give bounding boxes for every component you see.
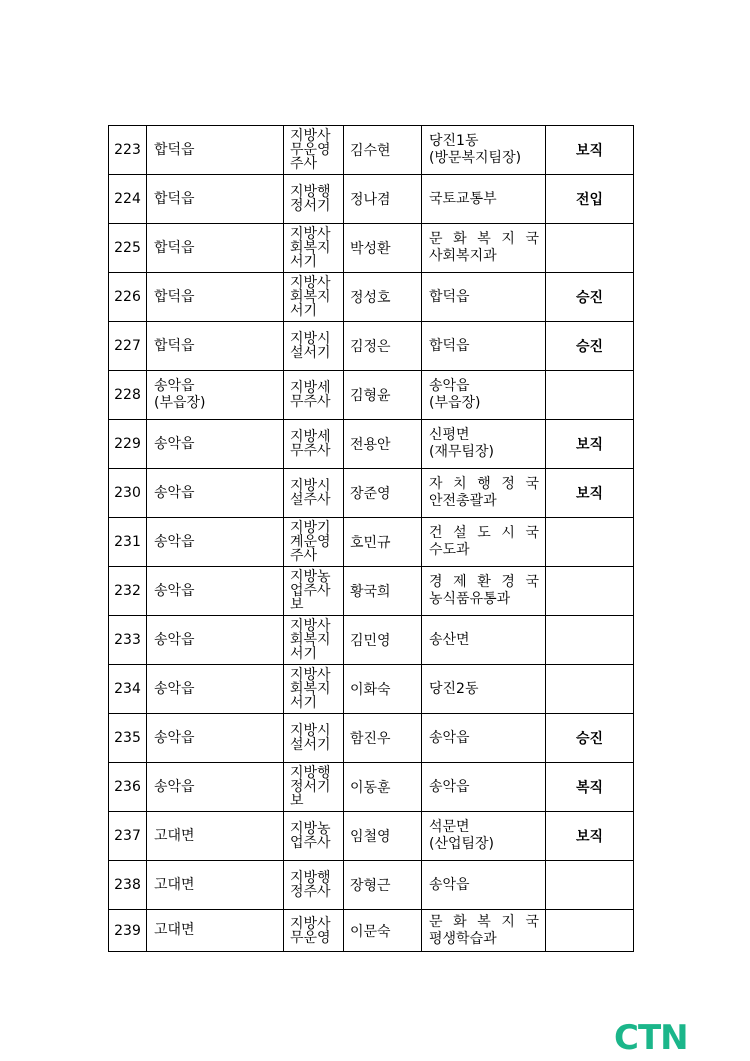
table-row: [109, 469, 634, 518]
previous-post-line: 국토교통부: [429, 190, 497, 207]
employee-name: 김정은: [344, 322, 422, 371]
assigned-office: [147, 861, 284, 910]
remark: [546, 371, 634, 420]
assigned-office-line: 송악읍: [154, 729, 195, 746]
personnel-table-body: [109, 126, 634, 952]
job-grade-line: 지방세: [290, 429, 331, 445]
previous-post-line: (부읍장): [429, 395, 481, 411]
row-number: 239: [109, 910, 147, 952]
employee-name: 임철영: [344, 812, 422, 861]
job-grade: [284, 665, 344, 714]
employee-name: 이문숙: [344, 910, 422, 952]
previous-post-line: (재무팀장): [429, 444, 495, 460]
employee-name: 이동훈: [344, 763, 422, 812]
assigned-office-line: 송악읍: [154, 582, 195, 599]
assigned-office-line: 고대면: [154, 922, 195, 938]
assigned-office: [147, 714, 284, 763]
job-grade-line: 지방행: [290, 870, 331, 886]
job-grade-line: 정서기: [290, 198, 331, 214]
row-number: 233: [109, 616, 147, 665]
job-grade-line: 지방사: [290, 275, 331, 291]
previous-post: [422, 224, 546, 273]
job-grade-line: 서기: [290, 254, 318, 270]
table-row: [109, 567, 634, 616]
remark: [546, 518, 634, 567]
job-grade-line: 무운영: [290, 142, 331, 158]
previous-post: [422, 371, 546, 420]
previous-post: [422, 861, 546, 910]
row-number: 230: [109, 469, 147, 518]
employee-name: 함진우: [344, 714, 422, 763]
job-grade-line: 설서기: [290, 737, 331, 753]
table-row: [109, 518, 634, 567]
job-grade-line: 회복지: [290, 681, 331, 697]
job-grade-line: 무주사: [290, 394, 331, 410]
job-grade-line: 설주사: [290, 492, 331, 508]
remark: 보직: [546, 469, 634, 518]
previous-post: [422, 567, 546, 616]
previous-post: [422, 518, 546, 567]
job-grade: [284, 763, 344, 812]
table-row: [109, 175, 634, 224]
row-number: 228: [109, 371, 147, 420]
previous-post: [422, 322, 546, 371]
job-grade-line: 업주사: [290, 583, 331, 599]
job-grade: [284, 861, 344, 910]
assigned-office: [147, 763, 284, 812]
remark: 승진: [546, 322, 634, 371]
job-grade: [284, 175, 344, 224]
row-number: 238: [109, 861, 147, 910]
assigned-office-line: 송악읍: [154, 435, 195, 452]
job-grade: [284, 469, 344, 518]
previous-post-line: 신평면: [429, 427, 470, 443]
job-grade-line: 지방농: [290, 821, 331, 837]
job-grade-line: 지방사: [290, 667, 331, 683]
job-grade-line: 지방세: [290, 380, 331, 396]
row-number: 231: [109, 518, 147, 567]
row-number: 234: [109, 665, 147, 714]
remark: [546, 861, 634, 910]
employee-name: 장준영: [344, 469, 422, 518]
table-row: [109, 812, 634, 861]
assigned-office-line: 합덕읍: [154, 141, 195, 158]
assigned-office: [147, 518, 284, 567]
job-grade-line: 지방사: [290, 618, 331, 634]
personnel-table: [108, 125, 634, 952]
previous-post: [422, 665, 546, 714]
job-grade-line: 설서기: [290, 345, 331, 361]
remark: [546, 616, 634, 665]
job-grade-line: 주사: [290, 156, 318, 172]
job-grade-line: 회복지: [290, 632, 331, 648]
assigned-office-line: 합덕읍: [154, 337, 195, 354]
job-grade-line: 정주사: [290, 884, 331, 900]
row-number: 227: [109, 322, 147, 371]
assigned-office: [147, 420, 284, 469]
previous-post-line: 합덕읍: [429, 288, 470, 305]
previous-post-line: 자 치 행 정 국: [429, 476, 539, 492]
remark: [546, 910, 634, 952]
remark: [546, 224, 634, 273]
job-grade-line: 지방행: [290, 765, 331, 781]
assigned-office: [147, 567, 284, 616]
employee-name: 전용안: [344, 420, 422, 469]
previous-post-line: (산업팀장): [429, 836, 495, 852]
previous-post: [422, 126, 546, 175]
row-number: 237: [109, 812, 147, 861]
job-grade-line: 지방사: [290, 128, 331, 144]
row-number: 224: [109, 175, 147, 224]
row-number: 236: [109, 763, 147, 812]
previous-post-line: 문 화 복 지 국: [429, 913, 539, 930]
assigned-office-line: 고대면: [154, 827, 195, 844]
job-grade: [284, 224, 344, 273]
job-grade-line: 무운영: [290, 929, 331, 946]
employee-name: 호민규: [344, 518, 422, 567]
previous-post-line: 송악읍: [429, 729, 470, 746]
assigned-office: [147, 322, 284, 371]
table-row: [109, 616, 634, 665]
row-number: 235: [109, 714, 147, 763]
assigned-office: [147, 616, 284, 665]
remark: 복직: [546, 763, 634, 812]
previous-post-line: 송악읍: [429, 778, 470, 795]
previous-post-line: 수도과: [429, 542, 470, 558]
assigned-office: [147, 469, 284, 518]
job-grade-line: 회복지: [290, 240, 331, 256]
remark: [546, 665, 634, 714]
employee-name: 김형윤: [344, 371, 422, 420]
previous-post-line: 당진1동: [429, 133, 479, 149]
assigned-office-line: 합덕읍: [154, 190, 195, 207]
employee-name: 김민영: [344, 616, 422, 665]
previous-post: [422, 469, 546, 518]
job-grade-line: 계운영: [290, 534, 331, 550]
remark: 전입: [546, 175, 634, 224]
previous-post: [422, 420, 546, 469]
row-number: 226: [109, 273, 147, 322]
previous-post: [422, 763, 546, 812]
job-grade-line: 지방사: [290, 226, 331, 242]
job-grade-line: 지방기: [290, 520, 331, 536]
table-row: [109, 224, 634, 273]
job-grade: [284, 812, 344, 861]
row-number: 232: [109, 567, 147, 616]
job-grade: [284, 714, 344, 763]
job-grade-line: 지방사: [290, 915, 331, 932]
job-grade-line: 회복지: [290, 289, 331, 305]
previous-post-line: 합덕읍: [429, 337, 470, 354]
job-grade: [284, 518, 344, 567]
job-grade-line: 지방시: [290, 331, 331, 347]
table-row: [109, 371, 634, 420]
assigned-office-line: 합덕읍: [154, 239, 195, 256]
previous-post-line: 당진2동: [429, 680, 479, 697]
employee-name: 정성호: [344, 273, 422, 322]
row-number: 223: [109, 126, 147, 175]
previous-post: [422, 812, 546, 861]
previous-post: [422, 175, 546, 224]
assigned-office-line: 송악읍: [154, 484, 195, 501]
remark: 보직: [546, 812, 634, 861]
table-row: [109, 763, 634, 812]
job-grade-line: 서기: [290, 695, 318, 711]
employee-name: 이화숙: [344, 665, 422, 714]
job-grade-line: 지방행: [290, 184, 331, 200]
employee-name: 김수현: [344, 126, 422, 175]
previous-post-line: 평생학습과: [429, 930, 497, 947]
assigned-office-line: 송악읍: [154, 533, 195, 550]
assigned-office: [147, 812, 284, 861]
job-grade-line: 정서기: [290, 779, 331, 795]
job-grade: [284, 371, 344, 420]
job-grade: [284, 126, 344, 175]
job-grade-line: 무주사: [290, 443, 331, 459]
job-grade-line: 업주사: [290, 835, 331, 851]
assigned-office-line: 송악읍: [154, 631, 195, 648]
job-grade: [284, 420, 344, 469]
job-grade-line: 지방시: [290, 478, 331, 494]
assigned-office: [147, 910, 284, 952]
job-grade-line: 지방농: [290, 569, 331, 585]
table-row: [109, 861, 634, 910]
job-grade: [284, 273, 344, 322]
ctn-logo: CTN: [614, 1018, 688, 1058]
job-grade-line: 보: [290, 597, 304, 613]
table-row: [109, 665, 634, 714]
assigned-office-line: 합덕읍: [154, 288, 195, 305]
employee-name: 장형근: [344, 861, 422, 910]
job-grade-line: 지방시: [290, 723, 331, 739]
job-grade: [284, 616, 344, 665]
assigned-office: [147, 665, 284, 714]
row-number: 225: [109, 224, 147, 273]
table-row: [109, 126, 634, 175]
job-grade: [284, 910, 344, 952]
previous-post-line: 경 제 환 경 국: [429, 574, 539, 590]
remark: 보직: [546, 126, 634, 175]
previous-post-line: 사회복지과: [429, 248, 497, 264]
employee-name: 황국희: [344, 567, 422, 616]
employee-name: 정나겸: [344, 175, 422, 224]
job-grade: [284, 322, 344, 371]
assigned-office-line: 송악읍: [154, 778, 195, 795]
job-grade: [284, 567, 344, 616]
assigned-office-line: 송악읍: [154, 680, 195, 697]
previous-post-line: 송산면: [429, 631, 470, 648]
table-row: [109, 910, 634, 952]
job-grade-line: 주사: [290, 548, 318, 564]
previous-post-line: 석문면: [429, 819, 470, 835]
previous-post-line: 건 설 도 시 국: [429, 525, 539, 541]
previous-post-line: 문 화 복 지 국: [429, 231, 539, 247]
assigned-office: [147, 175, 284, 224]
previous-post-line: 송악읍: [429, 876, 470, 893]
assigned-office-line: 송악읍: [154, 378, 195, 394]
previous-post: [422, 616, 546, 665]
row-number: 229: [109, 420, 147, 469]
previous-post: [422, 910, 546, 952]
assigned-office: [147, 224, 284, 273]
previous-post-line: (방문복지팀장): [429, 150, 522, 166]
table-row: [109, 273, 634, 322]
employee-name: 박성환: [344, 224, 422, 273]
table-row: [109, 714, 634, 763]
previous-post: [422, 273, 546, 322]
remark: [546, 567, 634, 616]
job-grade-line: 보: [290, 793, 304, 809]
assigned-office-line: 고대면: [154, 876, 195, 893]
previous-post: [422, 714, 546, 763]
assigned-office: [147, 371, 284, 420]
table-row: [109, 322, 634, 371]
remark: 보직: [546, 420, 634, 469]
table-row: [109, 420, 634, 469]
remark: 승진: [546, 273, 634, 322]
job-grade-line: 서기: [290, 646, 318, 662]
job-grade-line: 서기: [290, 303, 318, 319]
previous-post-line: 송악읍: [429, 378, 470, 394]
assigned-office: [147, 273, 284, 322]
assigned-office: [147, 126, 284, 175]
previous-post-line: 안전총괄과: [429, 493, 497, 509]
previous-post-line: 농식품유통과: [429, 591, 511, 607]
assigned-office-line: (부읍장): [154, 395, 206, 411]
remark: 승진: [546, 714, 634, 763]
